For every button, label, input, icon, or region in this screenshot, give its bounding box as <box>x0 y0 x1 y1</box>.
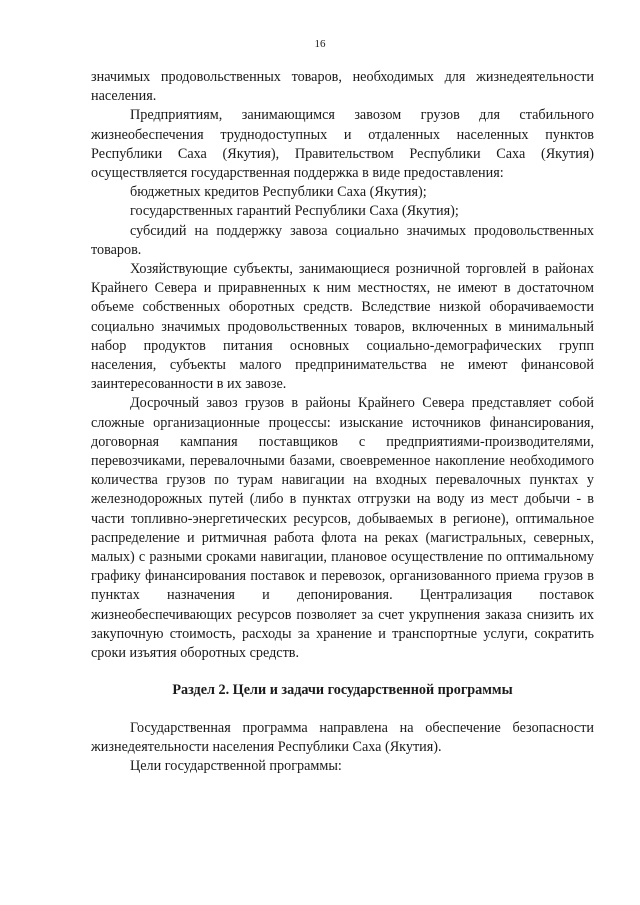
paragraph: значимых продовольственных товаров, необходимых для жизнедеятельности населения. <box>91 69 594 105</box>
paragraph: Цели государственной программы: <box>130 757 342 774</box>
list-item: государственных гарантий Республики Саха (Якутия); <box>130 203 459 220</box>
paragraph: Государственная программа направлена на обеспечение безопасности жизнедеятельности населения Республики Саха (Якутия). <box>91 719 594 755</box>
list-item: субсидий на поддержку завоза социально значимых продовольственных товаров. <box>91 222 594 258</box>
page-number: 16 <box>314 38 326 50</box>
list-item: бюджетных кредитов Республики Саха (Якутия); <box>130 184 427 201</box>
paragraph: Хозяйствующие субъекты, занимающиеся розничной торговлей в районах Крайнего Севера и приравненных к ним местностях, не имеют в достаточном объеме собственных оборотных средств. Вследствие низкой оборачиваемости социально значимых продовольственных товаров, включенных в минимальный набор продуктов питания основных социально-демографических групп населения, субъекты малого предпринимательства не имеют финансовой заинтересованности в их завозе. <box>91 261 594 393</box>
section-heading: Раздел 2. Цели и задачи государственной программы <box>172 682 513 699</box>
document-body <box>91 68 594 776</box>
paragraph: Досрочный завоз грузов в районы Крайнего Севера представляет собой сложные организационные процессы: изыскание источников финансирования, договорная кампания поставщиков с предприятиями-производителями, перевозчиками, перевалочными базами, своевременное накопление необходимого количества грузов по турам навигации на входных перевалочных пунктах у железнодорожных путей (либо в пунктах отгрузки на воду из мест добычи - в части топливно-энергетических ресурсов, добываемых в регионе), оптимальное распределение и ритмичная работа флота на реках (магистральных, северных, малых) с разными сроками навигации, плановое осуществление по оптимальному графику финансирования поставок и перевозок, организованного приема грузов в пунктах назначения и депонирования. Централизация поставок жизнеобеспечивающих ресурсов позволяет за счет укрупнения заказа снизить их закупочную стоимость, расходы за хранение и транспортные услуги, сократить сроки изъятия оборотных средств. <box>91 395 594 662</box>
paragraph: Предприятиям, занимающимся завозом грузов для стабильного жизнеобеспечения труднодоступных и отдаленных населенных пунктов Республики Саха (Якутия), Правительством Республики Саха (Якутия) осуществляется государственная поддержка в виде предоставления: <box>91 107 594 182</box>
